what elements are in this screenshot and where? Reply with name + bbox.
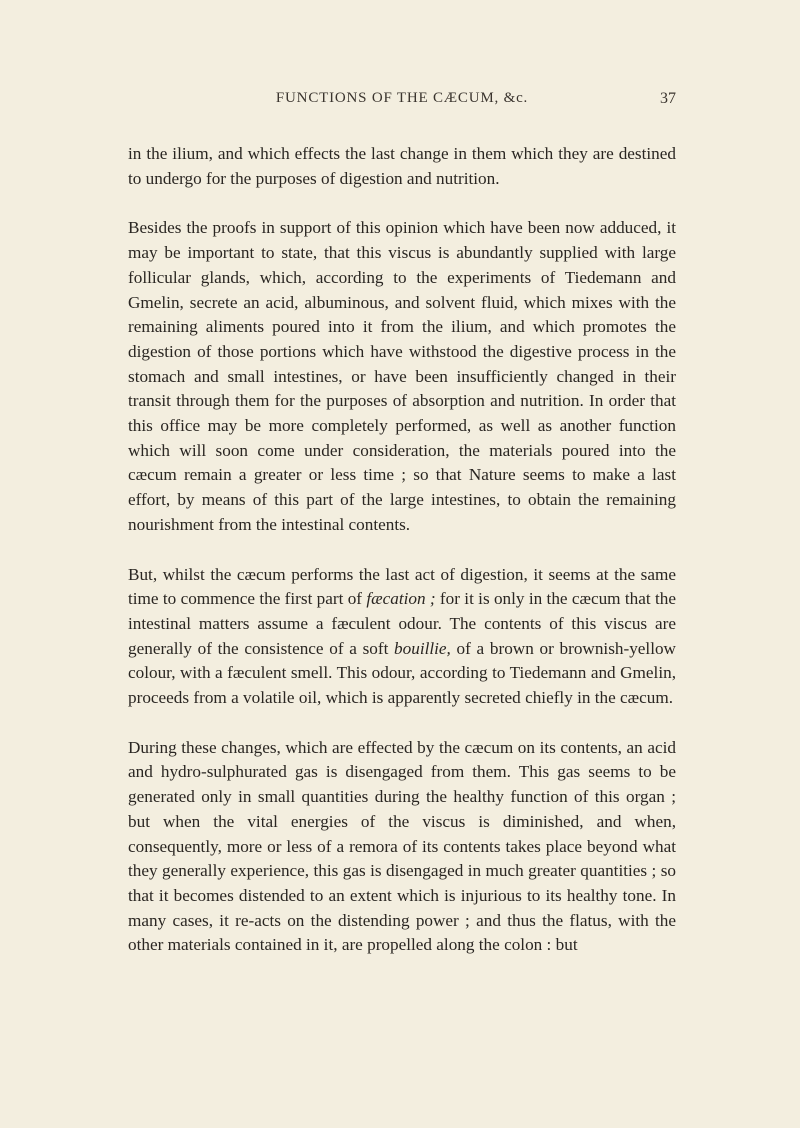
paragraph-3-text-a: But, whilst the cæcum performs the last act of digestion, it seems at the same time to commence the first part of	[128, 564, 676, 609]
paragraph-4: During these changes, which are effected by the cæcum on its contents, an acid and hydro-sulphurated gas is disengaged from them. This gas seems to be generated only in small quantities during the healthy function of this organ ; but when the vital energies of the viscus is diminished, and when, consequently, more or less of a remora of its contents takes place beyond what they generally experience, this gas is disengaged in much greater quantities ; so that it becomes distended to an extent which is injurious to its healthy tone. In many cases, it re-acts on the distending power ; and thus the flatus, with the other materials contained in it, are propelled along the colon : but	[128, 737, 676, 955]
body-text	[128, 142, 676, 983]
running-title: FUNCTIONS OF THE CÆCUM, &c.	[275, 90, 529, 106]
paragraph-3-text-b: for it is only in the cæcum that the intestinal matters assume a fæculent odour. The contents of this viscus are generally of the consistence of a soft	[128, 589, 676, 658]
running-head	[128, 90, 676, 116]
paragraph-3-text-c: of a brown or brownish-yellow colour, with a fæculent smell. This odour, according to Tiedemann and Gmelin, proceeds from a volatile oil, which is apparently secreted chiefly in the cæcum.	[128, 638, 676, 708]
paragraph-2: Besides the proofs in support of this opinion which have been now adduced, it may be important to state, that this viscus is abundantly supplied with large follicular glands, which, according to the experiments of Tiedemann and Gmelin, secrete an acid, albuminous, and solvent fluid, which mixes with the remaining aliments poured into it from the ilium, and which promotes the digestion of those portions which have withstood the digestive process in the stomach and small intestines, or have been insufficiently changed in their transit through them for the purposes of absorption and nutrition. In order that this office may be more completely performed, as well as another function which will soon come under consideration, the materials poured into the cæcum remain a greater or less time ; so that Nature seems to make a last effort, by means of this part of the large intestines, to obtain the remaining nourishment from the intestinal contents.	[128, 218, 676, 534]
paragraph-1: in the ilium, and which effects the last change in them which they are destined to undergo for the purposes of digestion and nutrition.	[128, 144, 676, 188]
paragraph-3-italic-faecation: fæcation ;	[366, 589, 436, 609]
page-number: 37	[660, 90, 676, 107]
paragraph-3	[128, 563, 676, 711]
paragraph-3-italic-bouillie: bouillie,	[394, 638, 451, 658]
